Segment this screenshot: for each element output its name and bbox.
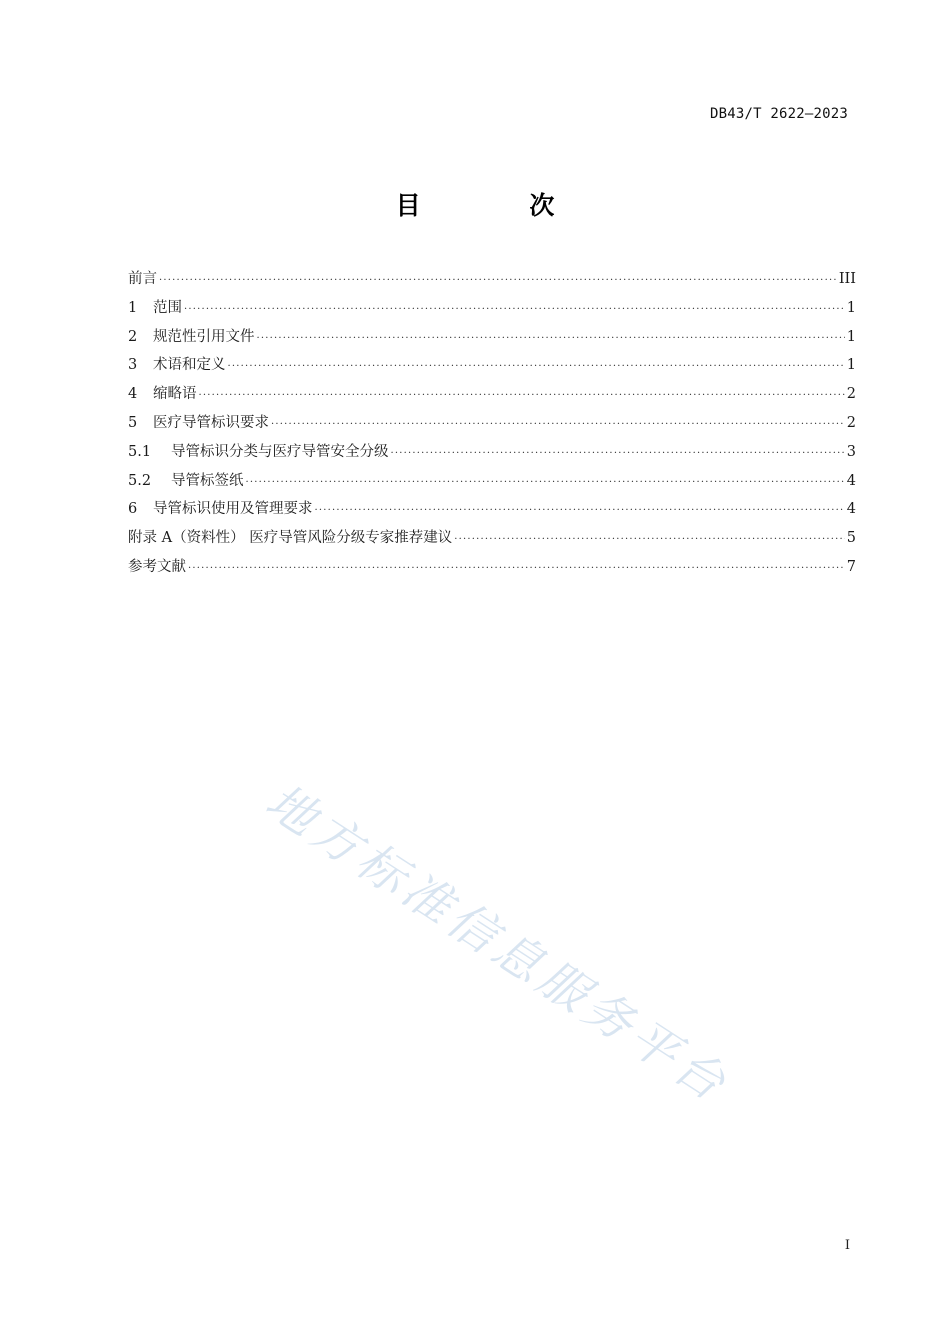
toc-entry-label: 术语和定义 [153,357,226,374]
toc-entry-terms[interactable] [128,353,856,382]
toc-entry-label: 导管标签纸 [171,472,244,489]
toc-entry-label: 规范性引用文件 [153,328,255,345]
toc-entry-number: 6 [128,501,138,518]
toc-entry-page: 4 [846,501,856,518]
toc-leader-dots [454,534,845,545]
toc-entry-number: 1 [128,299,138,316]
toc-entry-label-paper[interactable] [128,469,856,498]
toc-leader-dots [257,333,845,344]
toc-entry-label: 范围 [153,299,182,316]
toc-entry-normative-references[interactable] [128,325,856,354]
toc-entry-label: 前言 [128,271,157,287]
toc-entry-number: 5.1 [128,443,152,460]
toc-leader-dots [271,419,845,430]
toc-entry-number: 3 [128,357,138,374]
toc-entry-usage-management[interactable] [128,497,856,526]
toc-entry-page: 1 [846,299,856,316]
toc-entry-page: 3 [846,443,856,460]
toc-entry-page: III [838,271,856,287]
toc-title: 目 次 [395,191,605,220]
toc-entry-number: 5.2 [128,472,152,489]
toc-entry-number: 4 [128,386,138,403]
toc-entry-page: 4 [846,472,856,489]
page-number: I [844,1238,850,1253]
toc-entry-label: 附录 A（资料性） 医疗导管风险分级专家推荐建议 [128,530,453,547]
toc-leader-dots [184,304,845,315]
toc-entry-classification[interactable] [128,440,856,469]
toc-entry-label: 导管标识分类与医疗导管安全分级 [171,443,389,460]
toc-entry-bibliography[interactable] [128,555,856,584]
toc-entry-number: 5 [128,414,138,431]
toc-entry-label: 参考文献 [128,558,186,575]
toc-entry-page: 7 [846,558,856,575]
table-of-contents [128,267,856,584]
toc-entry-abbreviations[interactable] [128,382,856,411]
toc-entry-number: 2 [128,328,138,345]
toc-entry-page: 1 [846,328,856,345]
toc-leader-dots [315,505,845,516]
toc-leader-dots [199,390,845,401]
toc-leader-dots [159,275,837,286]
toc-entry-label: 缩略语 [153,386,197,403]
toc-entry-identification-requirements[interactable] [128,411,856,440]
toc-entry-scope[interactable] [128,296,856,325]
document-code: DB43/T 2622—2023 [709,106,848,122]
toc-entry-label: 医疗导管标识要求 [153,414,269,431]
toc-leader-dots [188,563,845,574]
toc-entry-page: 5 [846,530,856,547]
toc-entry-appendix-a[interactable] [128,526,856,555]
toc-leader-dots [391,448,845,459]
toc-entry-foreword[interactable] [128,267,856,296]
watermark: 地方标准信息服务平台 [255,773,740,1115]
toc-entry-page: 2 [846,414,856,431]
toc-entry-page: 2 [846,386,856,403]
toc-leader-dots [228,361,845,372]
toc-entry-label: 导管标识使用及管理要求 [153,501,313,518]
toc-entry-page: 1 [846,357,856,374]
toc-leader-dots [246,477,845,488]
